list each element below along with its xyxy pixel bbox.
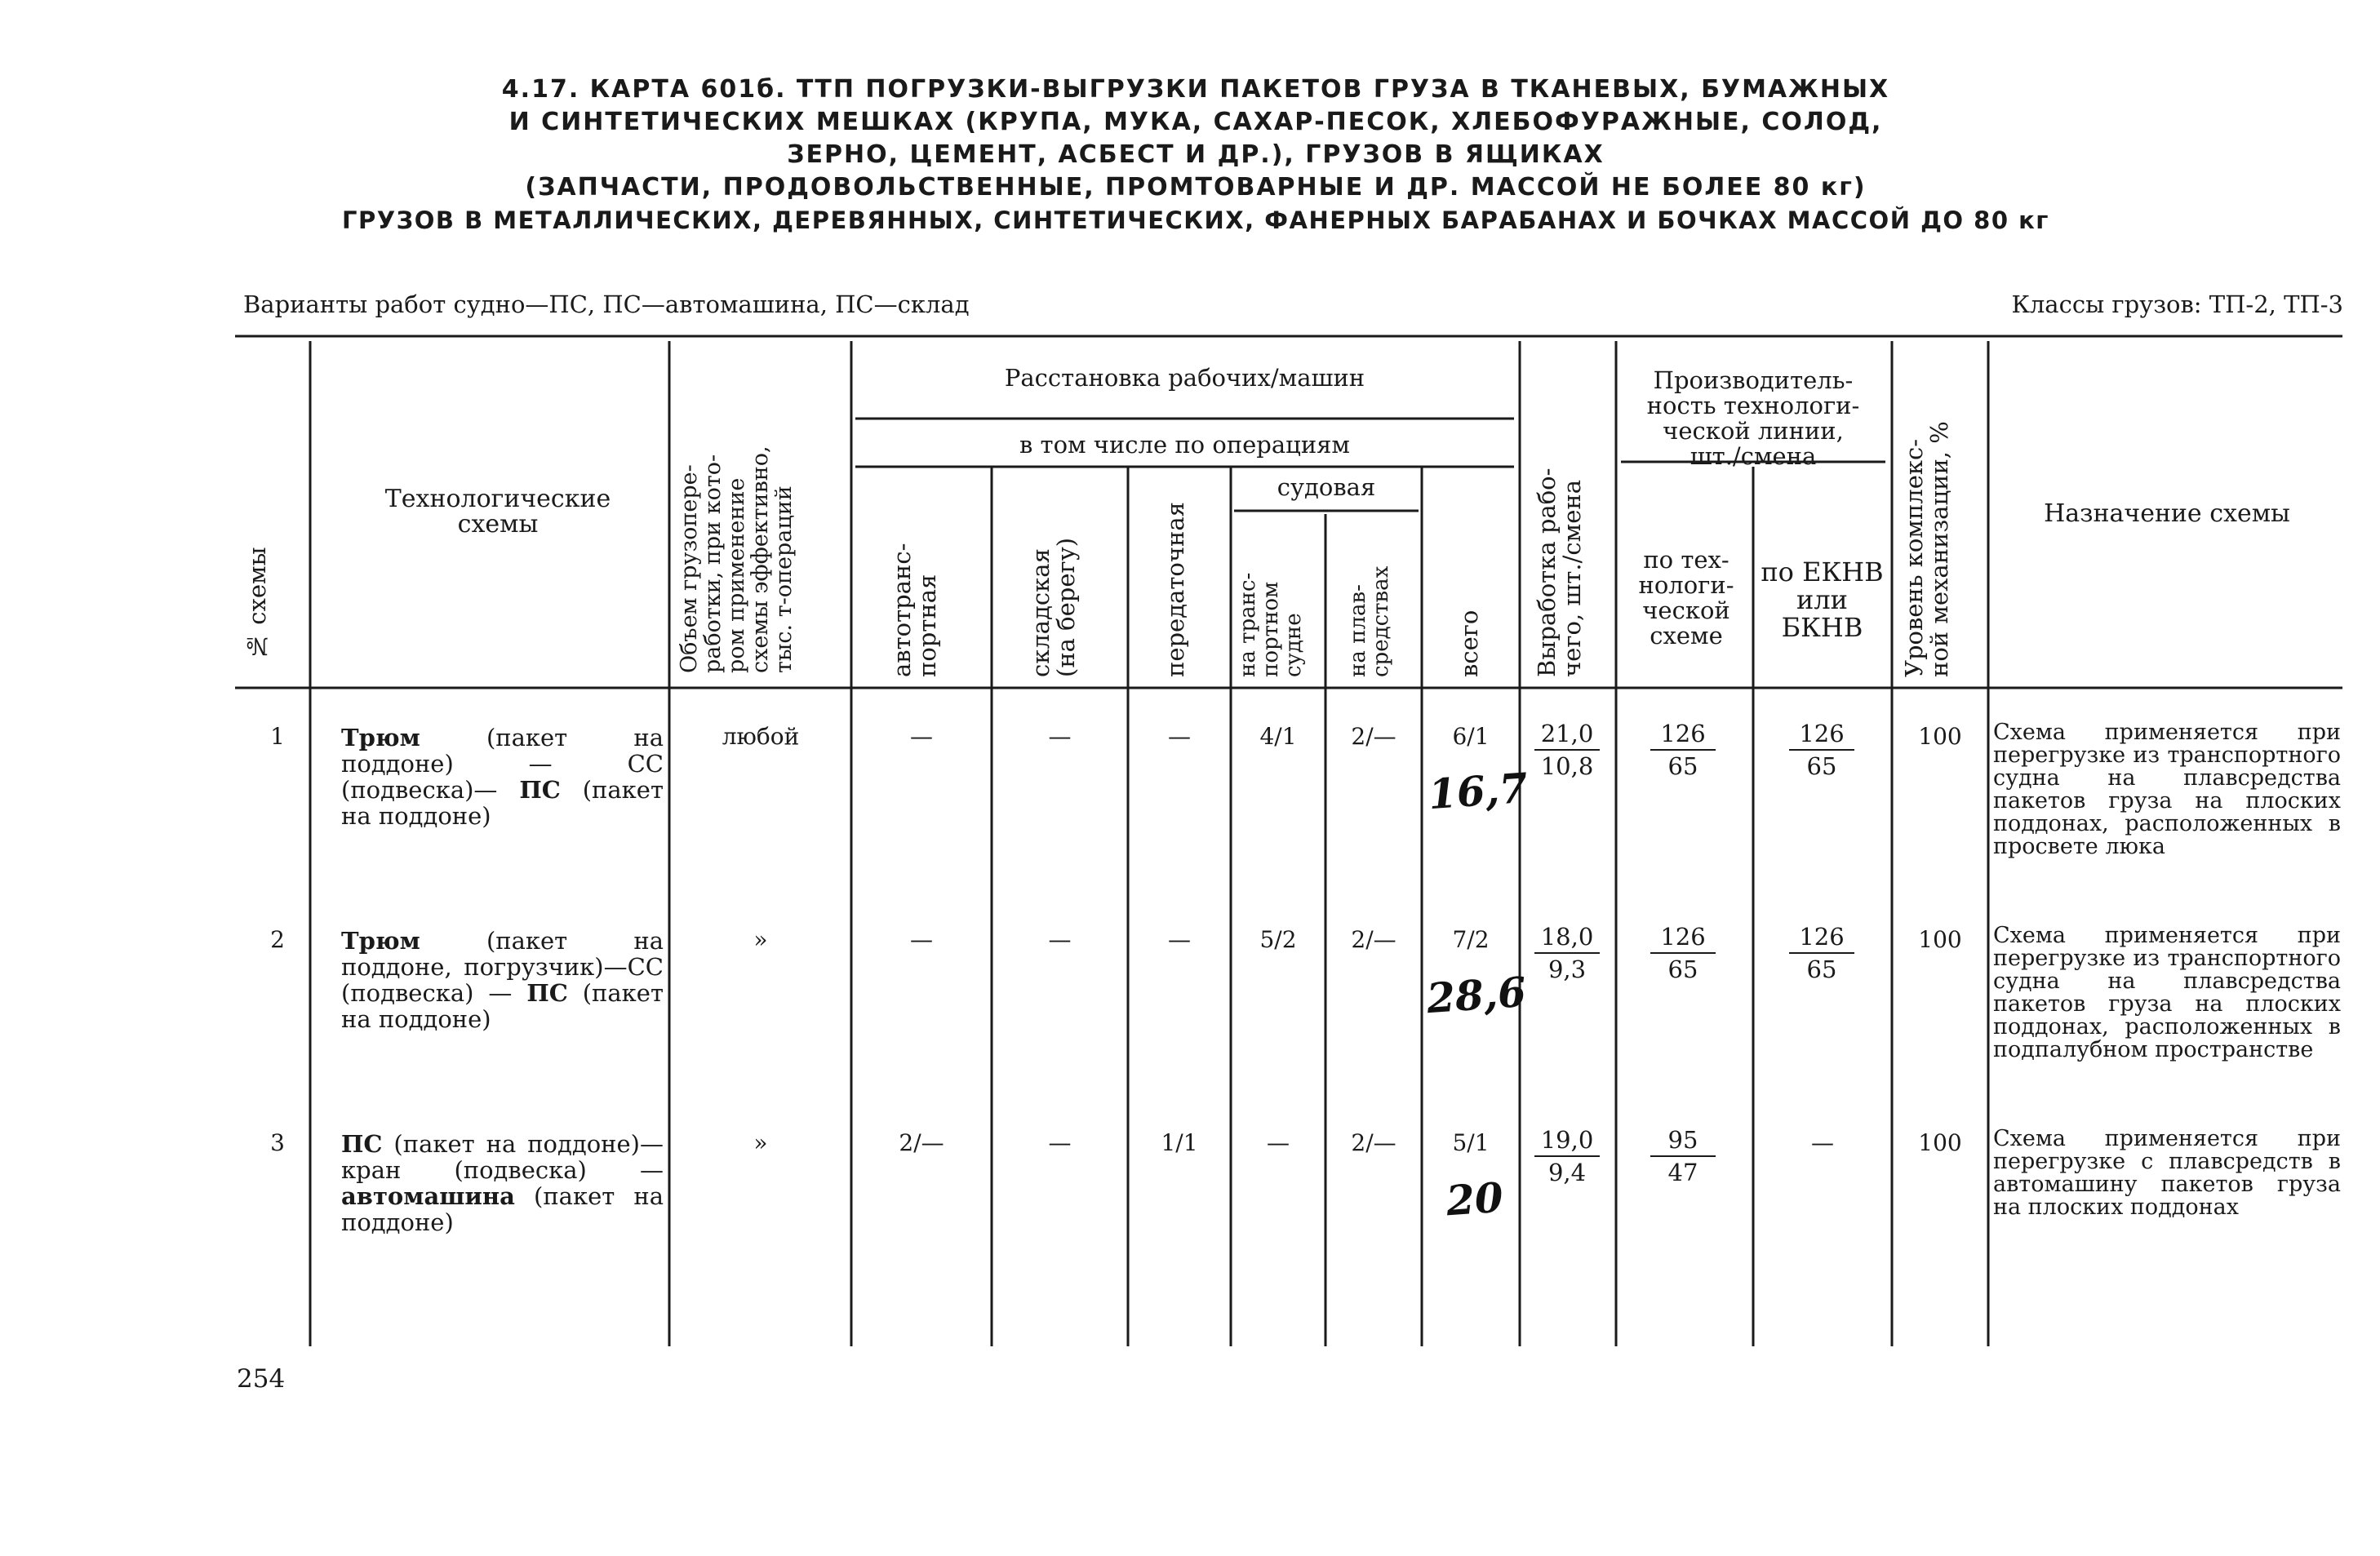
- output-fraction: $\frac{19,0}{9,4}$: [1534, 1124, 1600, 1188]
- header-productivity: Производитель- ность технологи- ческой линии, шт./смена: [1646, 366, 1860, 470]
- auto-value: —: [910, 723, 933, 750]
- output-fraction: $\frac{18,0}{9,3}$: [1534, 921, 1600, 985]
- title-line-5: ГРУЗОВ В МЕТАЛЛИЧЕСКИХ, ДЕРЕВЯННЫХ, СИНТЕТИЧЕСКИХ, ФАНЕРНЫХ БАРАБАНАХ И БОЧКАХ МАССОЙ ДО 80 кг: [342, 206, 2049, 234]
- header-mechanization: Уровень комплекс- ной механизации, %: [1900, 421, 1953, 677]
- row-number: 3: [270, 1129, 285, 1156]
- purpose-text: Схема применяется при перегрузке с плавсредств в автомашину пакетов груза на плоских поддонах: [1993, 1126, 2341, 1220]
- eknv-fraction: $\frac{126}{65}$: [1789, 718, 1854, 782]
- volume-value: любой: [722, 723, 800, 750]
- title-line-4: (ЗАПЧАСТИ, ПРОДОВОЛЬСТВЕННЫЕ, ПРОМТОВАРНЫЕ И ДР. МАССОЙ НЕ БОЛЕЕ 80 кг): [525, 173, 1867, 202]
- eknv-value: —: [1811, 1129, 1834, 1156]
- warehouse-value: —: [1048, 723, 1072, 750]
- header-warehouse: складская (на берегу): [1027, 537, 1080, 677]
- total-value: 7/2: [1452, 926, 1490, 953]
- scheme-description: Трюм (пакет на поддоне, погрузчик)—СС (подвеска) — ПС (пакет на поддоне): [341, 927, 664, 1033]
- header-output: Выработка рабо- чего, шт./смена: [1533, 468, 1586, 677]
- page-number: 254: [237, 1364, 286, 1394]
- volume-value: »: [753, 926, 768, 953]
- on-ship-value: 5/2: [1259, 926, 1297, 953]
- header-on-float: на плав- средствах: [1346, 565, 1393, 677]
- transfer-value: —: [1168, 723, 1191, 750]
- cargo-classes: Классы грузов: ТП-2, ТП-3: [2011, 290, 2343, 318]
- header-auto: автотранс- портная: [888, 543, 941, 677]
- total-value: 5/1: [1452, 1129, 1490, 1156]
- total-value: 6/1: [1452, 723, 1490, 750]
- on-float-value: 2/—: [1351, 926, 1396, 953]
- purpose-text: Схема применяется при перегрузке из транспортного судна на плавсредства пакетов груза на плоских поддонах, расположенных в подпалубном пространстве: [1993, 923, 2341, 1062]
- header-by-eknv: по ЕКНВ или БКНВ: [1761, 556, 1884, 643]
- handwritten-note: 28,6: [1425, 967, 1528, 1023]
- handwritten-note: 16,7: [1427, 763, 1530, 819]
- scheme-description: Трюм (пакет на поддоне) — СС (подвеска)— ПС (пакет на поддоне): [341, 724, 664, 830]
- purpose-text: Схема применяется при перегрузке из транспортного судна на плавсредства пакетов груза на плоских поддонах, расположенных в просвете люка: [1993, 720, 2341, 859]
- header-transfer: передаточная: [1161, 502, 1189, 677]
- warehouse-value: —: [1048, 926, 1072, 953]
- output-fraction: $\frac{21,0}{10,8}$: [1534, 718, 1600, 782]
- header-scheme-number: № схемы: [243, 547, 271, 661]
- title-line-3: ЗЕРНО, ЦЕМЕНТ, АСБЕСТ И ДР.), ГРУЗОВ В ЯЩИКАХ: [787, 140, 1605, 169]
- auto-value: —: [910, 926, 933, 953]
- transfer-value: 1/1: [1161, 1129, 1198, 1156]
- header-on-ship: на транс- портном судне: [1236, 572, 1306, 677]
- header-by-scheme: по тех- нологи- ческой схеме: [1638, 546, 1734, 649]
- title-line-1: 4.17. КАРТА 601б. ТТП ПОГРУЗКИ-ВЫГРУЗКИ ПАКЕТОВ ГРУЗА В ТКАНЕВЫХ, БУМАЖНЫХ: [501, 75, 1890, 104]
- row-number: 1: [270, 723, 285, 750]
- header-total: всего: [1455, 610, 1483, 677]
- header-placement: Расстановка рабочих/машин: [1004, 364, 1365, 392]
- header-volume: Объем грузопере- работки, при кото- ром применение схемы эффективно, тыс. т-операций: [677, 446, 797, 673]
- productivity-fraction: $\frac{126}{65}$: [1650, 718, 1716, 782]
- productivity-fraction: $\frac{95}{47}$: [1650, 1124, 1716, 1188]
- on-float-value: 2/—: [1351, 723, 1396, 750]
- mechanization-value: 100: [1918, 926, 1962, 953]
- mechanization-value: 100: [1918, 723, 1962, 750]
- eknv-fraction: $\frac{126}{65}$: [1789, 921, 1854, 985]
- title-line-2: И СИНТЕТИЧЕСКИХ МЕШКАХ (КРУПА, МУКА, САХАР-ПЕСОК, ХЛЕБОФУРАЖНЫЕ, СОЛОД,: [508, 108, 1883, 136]
- productivity-fraction: $\frac{126}{65}$: [1650, 921, 1716, 985]
- on-ship-value: —: [1267, 1129, 1290, 1156]
- warehouse-value: —: [1048, 1129, 1072, 1156]
- header-by-operations: в том числе по операциям: [1019, 431, 1350, 459]
- mechanization-value: 100: [1918, 1129, 1962, 1156]
- on-float-value: 2/—: [1351, 1129, 1396, 1156]
- header-tech-schemes: Технологические схемы: [384, 485, 611, 539]
- scheme-description: ПС (пакет на поддоне)—кран (подвеска) — автомашина (пакет на поддоне): [341, 1130, 664, 1236]
- transfer-value: —: [1168, 926, 1191, 953]
- row-number: 2: [270, 926, 285, 953]
- header-purpose: Назначение схемы: [2044, 499, 2290, 528]
- handwritten-note: 20: [1445, 1173, 1505, 1226]
- volume-value: »: [753, 1129, 768, 1156]
- work-variants: Варианты работ судно—ПС, ПС—автомашина, ПС—склад: [243, 290, 970, 318]
- auto-value: 2/—: [899, 1129, 944, 1156]
- on-ship-value: 4/1: [1259, 723, 1297, 750]
- header-ship: судовая: [1277, 473, 1376, 501]
